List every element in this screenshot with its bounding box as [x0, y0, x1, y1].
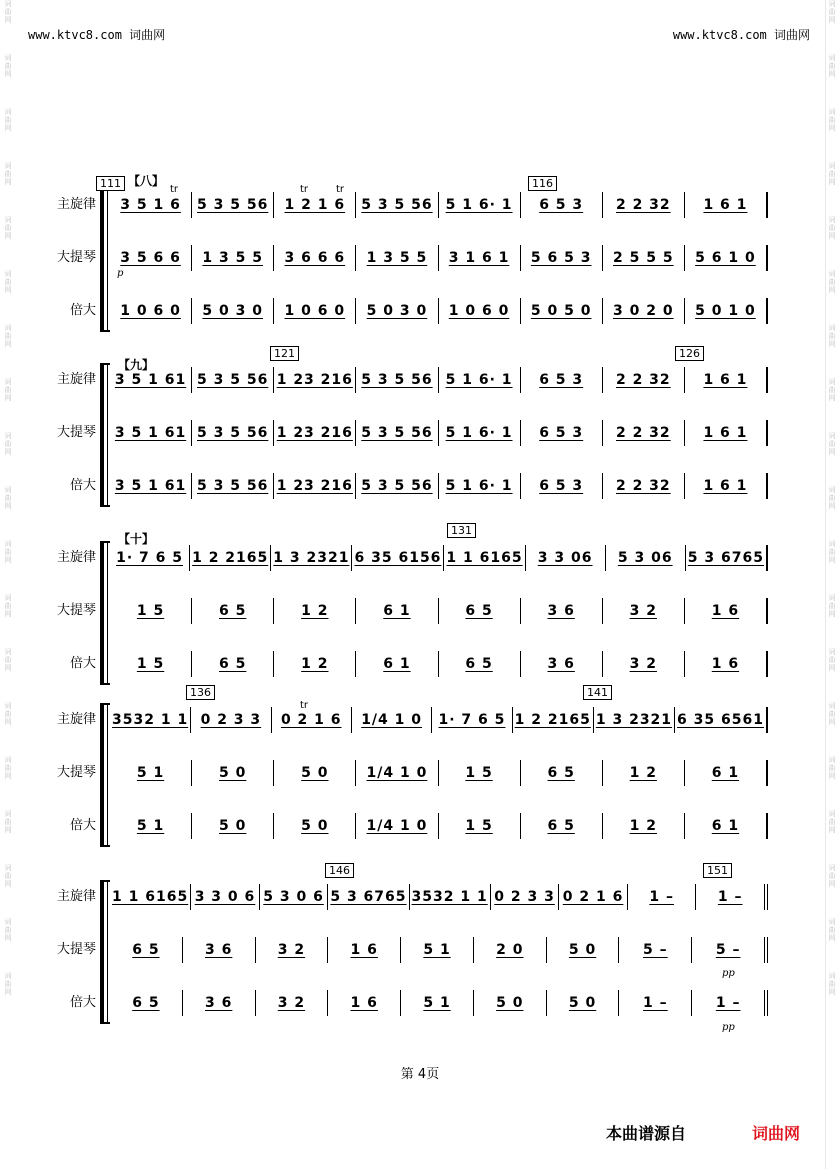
watermark-left: 词 曲 网 词 曲 网 词 曲 网 词 曲 网 词 曲 网 词 曲 网 词 曲 网 词 曲 网 词 曲 网 词 曲 网 词 曲 网 词 曲 网 词 曲 网 词 曲 网 词 曲 网 词 曲 网 词 曲 网 词 曲 网 词 曲 网 [4, 0, 12, 996]
measure [410, 884, 491, 910]
measure [272, 707, 352, 733]
measure [439, 298, 521, 324]
measure-notes: 5 0 [568, 995, 597, 1011]
measure [685, 192, 768, 218]
part-label: 倍大 [69, 478, 96, 493]
measure-notes: 3 6 6 6 [284, 250, 346, 266]
measure [685, 420, 768, 446]
measure-notes: 1 6 [350, 995, 378, 1011]
staff-row [0, 543, 840, 573]
measure [603, 298, 685, 324]
measure [274, 420, 356, 446]
measure-notes: 1 1 6165 [112, 889, 189, 905]
measure [110, 760, 192, 786]
staff-row [0, 649, 840, 679]
measure [192, 473, 274, 499]
measure [356, 298, 438, 324]
measure-notes: 6 5 3 [539, 197, 584, 213]
measure [401, 937, 474, 963]
measure [356, 367, 438, 393]
measure [274, 298, 356, 324]
measure [594, 707, 675, 733]
measure-notes: 5 6 5 3 [530, 250, 592, 266]
measure-number: 141 [583, 685, 612, 700]
measure-number: 111 [96, 176, 125, 191]
trill-mark: tr [336, 184, 345, 195]
measure [547, 937, 620, 963]
measure-notes: 5 0 3 0 [202, 303, 263, 319]
measure [328, 884, 409, 910]
measure [619, 990, 692, 1016]
measure-notes: 5 3 5 56 [197, 425, 269, 441]
measure-notes: 5 0 5 0 [530, 303, 592, 319]
measure [513, 707, 594, 733]
measure-notes: 5 1 6· 1 [445, 197, 513, 213]
measure [192, 813, 274, 839]
staff-row [0, 988, 840, 1018]
part-label: 主旋律 [56, 550, 96, 565]
measure [692, 990, 768, 1016]
measure [191, 707, 271, 733]
measure-notes: 1 6 1 [703, 372, 748, 388]
measure [356, 473, 438, 499]
measure-notes: 6 35 6156 [354, 550, 442, 566]
part-label: 大提琴 [56, 425, 96, 440]
measure [521, 473, 603, 499]
measure-notes: 6 5 [547, 765, 575, 781]
measure [110, 813, 192, 839]
measure [356, 420, 438, 446]
part-label: 倍大 [69, 995, 96, 1010]
measure [274, 760, 356, 786]
measure-notes: 5 – [643, 942, 668, 958]
measure [603, 420, 685, 446]
measure [439, 245, 521, 271]
measure [526, 545, 606, 571]
measure-notes: 0 2 1 6 [280, 712, 342, 728]
measure-notes: 6 5 [219, 603, 247, 619]
trill-mark: tr [300, 700, 309, 711]
measure-notes: 1 3 2321 [595, 712, 673, 728]
measure-notes: 1/4 1 0 [366, 765, 428, 781]
measure [603, 367, 685, 393]
measure-notes: 3 5 1 61 [114, 425, 187, 441]
measure [603, 760, 685, 786]
measure-notes: 6 5 [465, 603, 493, 619]
dynamic-mark: p [117, 268, 124, 279]
measure-notes: 2 5 5 5 [613, 250, 674, 266]
measure-number: 136 [186, 685, 215, 700]
staff-row [0, 243, 840, 273]
measure-notes: 5 1 [136, 765, 165, 781]
part-label: 倍大 [69, 818, 96, 833]
measure-notes: 1 0 6 0 [284, 303, 346, 319]
measure [439, 598, 521, 624]
measure-notes: 5 3 5 56 [197, 372, 269, 388]
measure [110, 937, 183, 963]
staff-row [0, 758, 840, 788]
measure-notes: 3 2 [277, 995, 306, 1011]
measure [110, 298, 192, 324]
measure-notes: 5 3 0 6 [263, 889, 324, 905]
measure [271, 545, 352, 571]
measure-notes: 1 5 [465, 765, 493, 781]
measure-number: 116 [528, 176, 557, 191]
measure [260, 884, 329, 910]
measure-notes: 5 3 06 [617, 550, 673, 566]
measure [603, 473, 685, 499]
measure [192, 298, 274, 324]
measure-notes: 6 5 [547, 818, 575, 834]
measure [439, 813, 521, 839]
measure [439, 473, 521, 499]
measure-notes: 1 5 [465, 818, 493, 834]
part-label: 主旋律 [56, 712, 96, 727]
staff-row [0, 935, 840, 965]
measure-notes: 5 1 [423, 995, 451, 1011]
dynamic-mark: pp [722, 1022, 735, 1033]
measure [192, 420, 274, 446]
measure-notes: 3 3 0 6 [194, 889, 256, 905]
measure-number: 131 [447, 523, 476, 538]
measure-notes: 5 0 [219, 818, 247, 834]
part-label: 主旋律 [56, 197, 96, 212]
part-label: 大提琴 [56, 603, 96, 618]
measure-notes: 1 3 2321 [273, 550, 350, 566]
measure-notes: 6 5 [219, 656, 247, 672]
measure [685, 598, 768, 624]
measure [521, 367, 603, 393]
measure [192, 367, 274, 393]
measure [192, 598, 274, 624]
measure-notes: 0 2 3 3 [494, 889, 555, 905]
measure [474, 990, 547, 1016]
measure-notes: 5 0 [219, 765, 247, 781]
staff-row [0, 705, 840, 735]
measure-notes: 3 6 [547, 603, 575, 619]
measure-notes: 1 6 [711, 656, 740, 672]
staff-row [0, 596, 840, 626]
staff-row [0, 471, 840, 501]
measure [685, 651, 768, 677]
measure-notes: 1 6 1 [703, 197, 748, 213]
measure [274, 813, 356, 839]
measure-notes: 1 1 6165 [446, 550, 523, 566]
measure-notes: 3 2 [629, 656, 657, 672]
measure [606, 545, 686, 571]
measure [192, 245, 274, 271]
part-label: 主旋律 [56, 889, 96, 904]
measure [110, 420, 192, 446]
measure-notes: 6 5 [465, 656, 493, 672]
measure-notes: 6 1 [383, 603, 411, 619]
measure [110, 990, 183, 1016]
measure-notes: 5 1 6· 1 [445, 425, 513, 441]
measure [110, 651, 192, 677]
measure [619, 937, 692, 963]
measure [521, 651, 603, 677]
measure-notes: 1 0 6 0 [448, 303, 510, 319]
measure-notes: 1 2 [301, 656, 329, 672]
measure-notes: 3 6 [204, 942, 233, 958]
measure [439, 192, 521, 218]
measure-notes: 5 1 [423, 942, 451, 958]
measure [256, 937, 329, 963]
measure [432, 707, 512, 733]
measure [274, 651, 356, 677]
measure [274, 473, 356, 499]
measure-notes: 1 2 [301, 603, 329, 619]
measure-notes: 5 0 [301, 765, 329, 781]
measure [521, 192, 603, 218]
measure [603, 813, 685, 839]
section-marker: 【九】 [118, 358, 155, 372]
part-label: 倍大 [69, 303, 96, 318]
header-left: www.ktvc8.com 词曲网 [28, 28, 166, 42]
measure [603, 598, 685, 624]
measure [110, 598, 192, 624]
measure [696, 884, 768, 910]
measure-notes: 3532 1 1 [411, 889, 488, 905]
measure-notes: 5 3 5 56 [361, 425, 433, 441]
measure-notes: 5 6 1 0 [695, 250, 756, 266]
measure [274, 367, 356, 393]
measure-notes: 1 6 1 [703, 478, 748, 494]
measure [439, 420, 521, 446]
measure [439, 760, 521, 786]
measure-notes: 5 0 1 0 [695, 303, 756, 319]
measure-notes: 1 – [715, 995, 741, 1011]
measure-notes: 5 0 3 0 [366, 303, 428, 319]
measure-notes: 6 5 [132, 942, 160, 958]
measure [559, 884, 628, 910]
measure-notes: 6 5 3 [539, 478, 584, 494]
measure [401, 990, 474, 1016]
measure [685, 245, 768, 271]
measure-notes: 2 2 32 [615, 372, 671, 388]
measure-notes: 5 0 [568, 942, 597, 958]
measure-number: 121 [270, 346, 299, 361]
measure [328, 937, 401, 963]
staff-row [0, 190, 840, 220]
measure-notes: 1 2 [629, 765, 657, 781]
measure-notes: 1 23 216 [276, 425, 353, 441]
measure-notes: 3 5 6 6 [120, 250, 181, 266]
measure-notes: 0 2 3 3 [200, 712, 262, 728]
measure-notes: 3532 1 1 [112, 712, 189, 728]
measure-notes: 1· 7 6 5 [116, 550, 183, 566]
measure [110, 545, 190, 571]
measure-notes: 5 3 5 56 [197, 197, 269, 213]
measure-notes: 3 5 1 61 [114, 478, 187, 494]
measure-notes: 1 2 2165 [514, 712, 591, 728]
measure-notes: 3 6 [547, 656, 575, 672]
section-marker: 【十】 [118, 532, 155, 546]
part-label: 大提琴 [56, 250, 96, 265]
measure-notes: 1 23 216 [276, 372, 353, 388]
measure-notes: 1/4 1 0 [361, 712, 423, 728]
measure [521, 813, 603, 839]
section-marker: 【八】 [128, 174, 165, 188]
measure-notes: 2 0 [496, 942, 524, 958]
trill-mark: tr [300, 184, 309, 195]
measure [692, 937, 768, 963]
measure [183, 990, 256, 1016]
staff-row [0, 882, 840, 912]
measure [110, 192, 192, 218]
measure [328, 990, 401, 1016]
footer-source-label: 本曲谱源自 [606, 1124, 687, 1143]
measure [274, 192, 356, 218]
measure [352, 545, 444, 571]
measure [521, 245, 603, 271]
measure [521, 598, 603, 624]
part-label: 大提琴 [56, 765, 96, 780]
measure-notes: 5 – [715, 942, 741, 958]
measure [183, 937, 256, 963]
trill-mark: tr [170, 184, 179, 195]
measure-notes: 0 2 1 6 [562, 889, 624, 905]
measure-notes: 5 1 [136, 818, 165, 834]
page-number: 第 4页 [400, 1067, 440, 1082]
measure-notes: 6 5 3 [539, 372, 584, 388]
measure [191, 884, 260, 910]
part-label: 大提琴 [56, 942, 96, 957]
measure [474, 937, 547, 963]
measure [675, 707, 768, 733]
staff-row [0, 296, 840, 326]
measure-notes: 3 2 [629, 603, 657, 619]
dynamic-mark: pp [722, 968, 735, 979]
measure [192, 192, 274, 218]
measure [274, 245, 356, 271]
measure [439, 367, 521, 393]
measure-notes: 5 3 5 56 [197, 478, 269, 494]
measure-notes: 6 35 6561 [677, 712, 764, 728]
measure [547, 990, 620, 1016]
measure [521, 298, 603, 324]
measure-notes: 3 5 1 61 [114, 372, 187, 388]
footer-brand-link[interactable]: 词曲网 [752, 1124, 801, 1143]
staff-row [0, 418, 840, 448]
measure [685, 760, 768, 786]
measure-notes: 3 1 6 1 [448, 250, 510, 266]
measure [192, 760, 274, 786]
measure-notes: 6 5 [132, 995, 160, 1011]
measure-notes: 1 6 1 [703, 425, 748, 441]
measure-notes: 1 3 5 5 [202, 250, 263, 266]
measure [352, 707, 432, 733]
measure [356, 192, 438, 218]
measure-notes: 1 – [649, 889, 674, 905]
measure-number: 126 [675, 346, 704, 361]
measure-notes: 1 5 [136, 656, 165, 672]
measure [356, 651, 438, 677]
measure-notes: 1· 7 6 5 [438, 712, 506, 728]
measure-notes: 5 3 6765 [687, 550, 764, 566]
measure-notes: 1 6 [350, 942, 378, 958]
measure-notes: 5 3 5 56 [361, 372, 433, 388]
measure-notes: 1 2 1 6 [284, 197, 346, 213]
measure [356, 813, 438, 839]
measure-notes: 6 1 [711, 765, 740, 781]
measure [628, 884, 697, 910]
measure-notes: 1 – [717, 889, 743, 905]
measure-notes: 5 0 [496, 995, 524, 1011]
measure [356, 760, 438, 786]
measure [256, 990, 329, 1016]
measure-notes: 5 3 5 56 [361, 197, 433, 213]
measure-notes: 5 1 6· 1 [445, 478, 513, 494]
measure-notes: 1 3 5 5 [366, 250, 428, 266]
measure [491, 884, 560, 910]
measure [685, 367, 768, 393]
measure [686, 545, 768, 571]
measure-notes: 1 5 [136, 603, 165, 619]
measure [521, 760, 603, 786]
measure [685, 298, 768, 324]
measure [356, 598, 438, 624]
measure [190, 545, 271, 571]
measure-notes: 5 0 [301, 818, 329, 834]
measure [444, 545, 525, 571]
measure-notes: 3 0 2 0 [613, 303, 674, 319]
measure-number: 146 [325, 863, 354, 878]
measure-notes: 3 5 1 6 [120, 197, 181, 213]
measure-notes: 3 2 [277, 942, 306, 958]
measure [356, 245, 438, 271]
staff-row [0, 811, 840, 841]
measure [603, 192, 685, 218]
measure [603, 245, 685, 271]
measure [110, 707, 191, 733]
measure [685, 473, 768, 499]
measure [110, 884, 191, 910]
measure-notes: 6 1 [711, 818, 740, 834]
measure [603, 651, 685, 677]
part-label: 主旋律 [56, 372, 96, 387]
measure [192, 651, 274, 677]
measure [110, 473, 192, 499]
measure-notes: 1 6 [711, 603, 740, 619]
watermark-right: 词 曲 网 词 曲 网 词 曲 网 词 曲 网 词 曲 网 词 曲 网 词 曲 网 词 曲 网 词 曲 网 词 曲 网 词 曲 网 词 曲 网 词 曲 网 词 曲 网 词 曲 网 词 曲 网 词 曲 网 词 曲 网 词 曲 网 [828, 0, 836, 996]
part-label: 倍大 [69, 656, 96, 671]
measure-notes: 2 2 32 [615, 197, 671, 213]
measure-notes: 2 2 32 [615, 425, 671, 441]
measure [521, 420, 603, 446]
measure-notes: 1 – [643, 995, 668, 1011]
measure-notes: 1/4 1 0 [366, 818, 428, 834]
measure [274, 598, 356, 624]
measure-notes: 1 2 [629, 818, 657, 834]
measure-notes: 2 2 32 [615, 478, 671, 494]
header-right: www.ktvc8.com 词曲网 [672, 28, 810, 42]
measure-number: 151 [703, 863, 732, 878]
measure-notes: 6 5 3 [539, 425, 584, 441]
measure-notes: 1 2 2165 [192, 550, 269, 566]
measure-notes: 1 0 6 0 [120, 303, 181, 319]
measure-notes: 6 1 [383, 656, 411, 672]
measure-notes: 1 23 216 [276, 478, 353, 494]
measure-notes: 5 3 5 56 [361, 478, 433, 494]
measure [685, 813, 768, 839]
measure-notes: 5 1 6· 1 [445, 372, 513, 388]
measure-notes: 3 6 [204, 995, 233, 1011]
measure-notes: 3 3 06 [537, 550, 593, 566]
measure [439, 651, 521, 677]
measure-notes: 5 3 6765 [330, 889, 407, 905]
